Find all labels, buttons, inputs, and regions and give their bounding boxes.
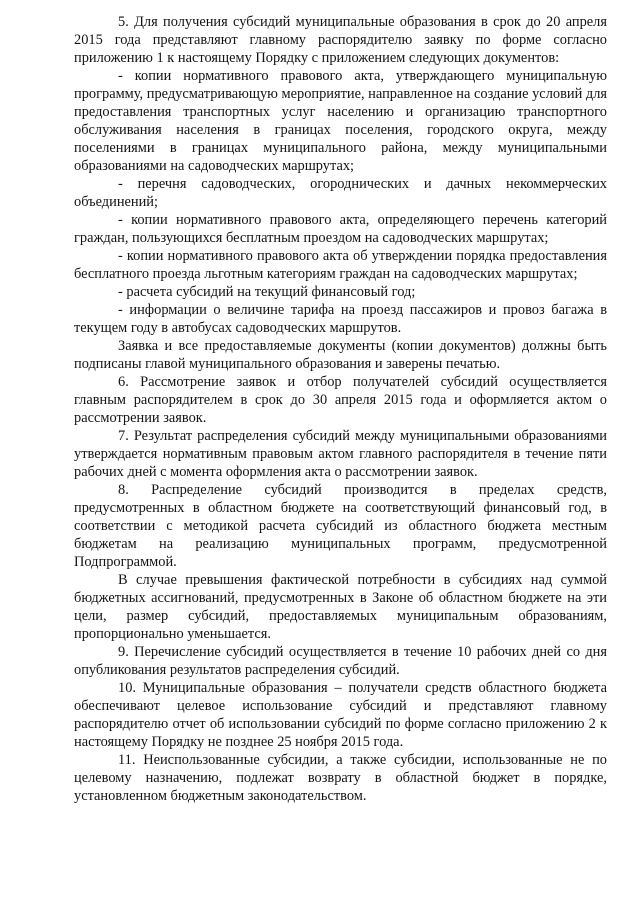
paragraph-7-result: 7. Результат распределения субсидий между муниципальными образованиями утверждается нормативным правовым актом главного распорядителя в течение пяти рабочих дней с момента оформления акта о рассмотрении заявок.: [74, 428, 607, 480]
list-item-associations: - перечня садоводческих, огороднических и дачных некоммерческих объединений;: [74, 176, 607, 210]
paragraph-8-distribution: 8. Распределение субсидий производится в пределах средств, предусмотренных в областном бюджете на соответствующий финансовый год, в соответствии с методикой расчета субсидий из областного бюджета местным бюджетам на реализацию муниципальных программ, предусмотренной Подпрограммой.: [74, 482, 607, 570]
document-body: [74, 13, 607, 805]
paragraph-11-return: 11. Неиспользованные субсидии, а также субсидии, использованные не по целевому назначению, подлежат возврату в областной бюджет в порядке, установленном бюджетным законодательством.: [74, 752, 607, 804]
paragraph-10-reporting: 10. Муниципальные образования – получатели средств областного бюджета обеспечивают целевое использование субсидий и представляют главному распорядителю отчет об использовании субсидий по форме согласно приложению 2 к настоящему Порядку не позднее 25 ноября 2015 года.: [74, 680, 607, 750]
list-item-free-travel-order: - копии нормативного правового акта об утверждении порядка предоставления бесплатного проезда льготным категориям граждан на садоводческих маршрутах;: [74, 248, 607, 282]
paragraph-signature-requirement: Заявка и все предоставляемые документы (копии документов) должны быть подписаны главой муниципального образования и заверены печатью.: [74, 338, 607, 372]
paragraph-5-submission: 5. Для получения субсидий муниципальные образования в срок до 20 апреля 2015 года представляют главному распорядителю заявку по форме согласно приложению 1 к настоящему Порядку с приложением следующих документов:: [74, 14, 607, 66]
list-item-tariff-info: - информации о величине тарифа на проезд пассажиров и провоз багажа в текущем году в автобусах садоводческих маршрутов.: [74, 302, 607, 336]
list-item-subsidy-calculation: - расчета субсидий на текущий финансовый год;: [118, 284, 416, 300]
list-item-program-act: - копии нормативного правового акта, утверждающего муниципальную программу, предусматривающую мероприятие, направленное на создание условий для предоставления транспортных услуг населению и организацию транспортного обслуживания населения в границах поселения, городского округа, между поселениями в границах муниципального района, между муниципальными образованиями на садоводческих маршрутах;: [74, 68, 607, 174]
paragraph-excess-demand: В случае превышения фактической потребности в субсидиях над суммой бюджетных ассигнований, предусмотренных в Законе об областном бюджете на эти цели, размер субсидий, предоставляемых муниципальным образованиям, пропорционально уменьшается.: [74, 572, 607, 642]
paragraph-9-transfer: 9. Перечисление субсидий осуществляется в течение 10 рабочих дней со дня опубликования результатов распределения субсидий.: [74, 644, 607, 678]
paragraph-6-review: 6. Рассмотрение заявок и отбор получателей субсидий осуществляется главным распорядителем в срок до 30 апреля 2015 года и оформляется актом о рассмотрении заявок.: [74, 374, 607, 426]
list-item-citizen-categories: - копии нормативного правового акта, определяющего перечень категорий граждан, пользующихся бесплатным проездом на садоводческих маршрутах;: [74, 212, 607, 246]
